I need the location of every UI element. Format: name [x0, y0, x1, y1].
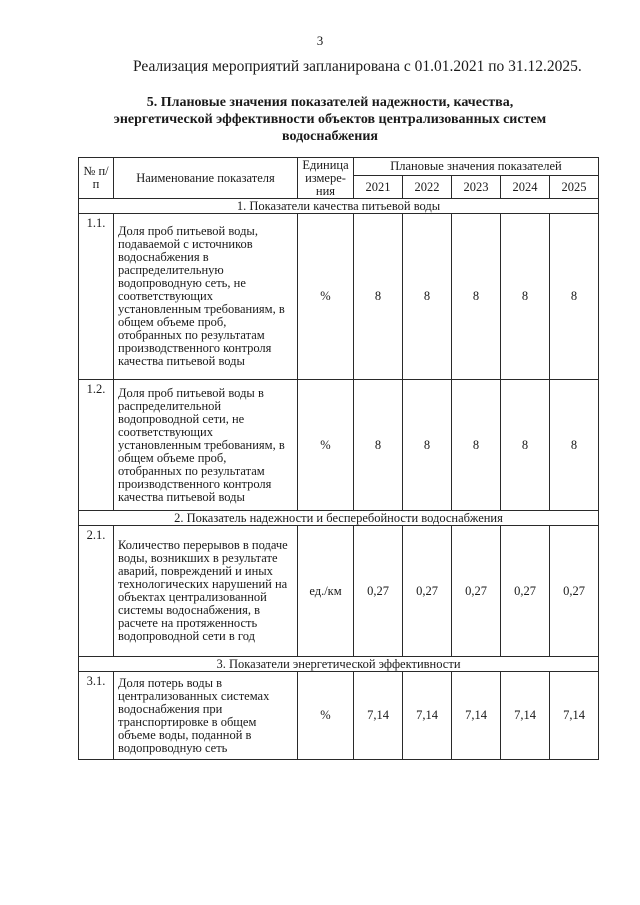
column-header-planned: Плановые значения показателей: [354, 158, 599, 176]
indicator-name: Доля проб питьевой воды в распределительной водопроводной сети, не соответствующих установленным требованиям, в общем объеме проб, отобранных по результатам производственного контроля качества питьевой воды: [114, 380, 298, 511]
column-header-name: Наименование показателя: [114, 158, 298, 199]
indicator-name: Доля потерь воды в централизованных системах водоснабжения при транспортировке в общем объеме воды, поданной в водопроводную сеть: [114, 672, 298, 760]
indicators-table: [78, 157, 599, 760]
column-header-year: 2021: [354, 176, 403, 199]
row-number: 2.1.: [79, 526, 114, 657]
group-title: 2. Показатель надежности и бесперебойности водоснабжения: [79, 511, 599, 526]
column-header-year: 2025: [550, 176, 599, 199]
value-cell: 7,14: [550, 672, 599, 760]
value-cell: 8: [452, 214, 501, 380]
indicator-unit: %: [298, 214, 354, 380]
table-header-row: [79, 158, 599, 176]
value-cell: 0,27: [550, 526, 599, 657]
indicator-unit: ед./км: [298, 526, 354, 657]
indicator-name: Доля проб питьевой воды, подаваемой с источников водоснабжения в распределительную водопроводную сеть, не соответствующих установленным требованиям, в общем объеме проб, отобранных по результатам производственного контроля качества питьевой воды: [114, 214, 298, 380]
table-row: [79, 672, 599, 760]
implementation-period-text: Реализация мероприятий запланирована с 01.01.2021 по 31.12.2025.: [133, 58, 582, 75]
value-cell: 8: [403, 214, 452, 380]
value-cell: 8: [354, 380, 403, 511]
value-cell: 0,27: [354, 526, 403, 657]
column-header-num: № п/п: [79, 158, 114, 199]
indicator-unit: %: [298, 672, 354, 760]
value-cell: 7,14: [501, 672, 550, 760]
column-header-year: 2024: [501, 176, 550, 199]
section-title: 5. Плановые значения показателей надежности, качества, энергетической эффективности объектов централизованных систем водоснабжения: [113, 95, 547, 144]
column-header-year: 2022: [403, 176, 452, 199]
group-title: 1. Показатели качества питьевой воды: [79, 199, 599, 214]
value-cell: 0,27: [452, 526, 501, 657]
indicator-name: Количество перерывов в подаче воды, возникших в результате аварий, повреждений и иных технологических нарушений на объектах централизованной системы водоснабжения, в расчете на протяженность водопроводной сети в год: [114, 526, 298, 657]
page-number: 3: [316, 33, 324, 48]
value-cell: 8: [403, 380, 452, 511]
value-cell: 7,14: [403, 672, 452, 760]
indicator-unit: %: [298, 380, 354, 511]
value-cell: 7,14: [452, 672, 501, 760]
group-row: [79, 199, 599, 214]
table-row: [79, 526, 599, 657]
table-row: [79, 214, 599, 380]
row-number: 3.1.: [79, 672, 114, 760]
value-cell: 8: [501, 214, 550, 380]
row-number: 1.2.: [79, 380, 114, 511]
value-cell: 8: [452, 380, 501, 511]
value-cell: 8: [354, 214, 403, 380]
value-cell: 0,27: [501, 526, 550, 657]
value-cell: 7,14: [354, 672, 403, 760]
row-number: 1.1.: [79, 214, 114, 380]
column-header-unit: Единица измере-ния: [298, 158, 354, 199]
table-row: [79, 380, 599, 511]
value-cell: 8: [550, 214, 599, 380]
value-cell: 0,27: [403, 526, 452, 657]
group-row: [79, 657, 599, 672]
group-title: 3. Показатели энергетической эффективности: [79, 657, 599, 672]
column-header-year: 2023: [452, 176, 501, 199]
value-cell: 8: [501, 380, 550, 511]
group-row: [79, 511, 599, 526]
value-cell: 8: [550, 380, 599, 511]
